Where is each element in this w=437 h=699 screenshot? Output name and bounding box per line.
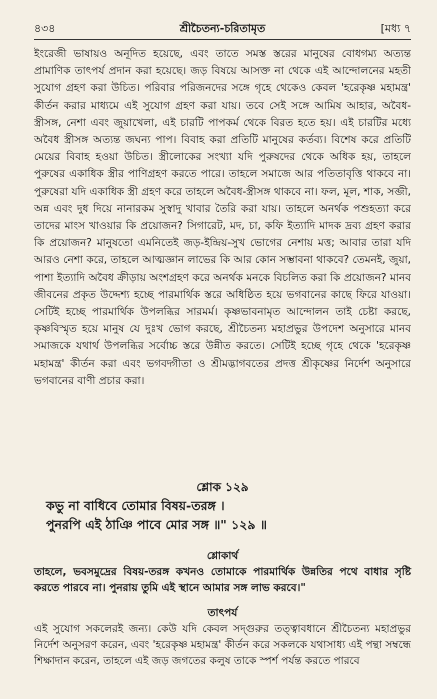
translation-heading: শ্লোকার্থ	[206, 550, 239, 562]
verse-line-1: কভু না বাধিবে তোমার বিষয়-তরঙ্গ ।	[46, 498, 225, 513]
continued-purport-text: ইংরেজী ভাষায়ও অনূদিত হয়েছে, এবং তাতে সমস্ত স্তরের মানুষের বোধগম্য অত্যন্ত প্রামাণিক তাৎপর্য প্রদান করা হয়েছে। জড় বিষয়ে আসক্ত না থেকে এই আন্দোলনের মহতী সুযোগ গ্রহণ করা উচিত। পরিবার পরিজনদের সঙ্গে গৃহে থেকেও কেবল 'হরেকৃষ্ণ মহামন্ত্র' কীর্তন করার মাধ্যমে এই সুযোগ গ্রহণ করা যায়। তবে সেই সঙ্গে আমিষ আহার, অবৈধ-স্ত্রীসঙ্গ, নেশা এবং জুয়াখেলা, এই চারটি পাপকর্ম থেকে বিরত হতে হয়। এই চারটির মধ্যে অবৈধ স্ত্রীসঙ্গ অত্যন্ত জঘন্য পাপ। বিবাহ করা প্রতিটি মানুষের কর্তব্য। বিশেষ করে প্রতিটি মেয়ের বিবাহ হওয়া উচিত। স্ত্রীলোকের সংখ্যা যদি পুরুষদের থেকে অধিক হয়, তাহলে পুরুষের একাধিক স্ত্রীর পাণিগ্রহণ করতে পারে। তাহলে সমাজে আর পতিতাবৃত্তি থাকবে না। পুরুষেরা যদি একাধিক স্ত্রী গ্রহণ করে তাহলে অবৈধ-স্ত্রীসঙ্গ থাকবে না। ফল, মূল, শাক, সব্জী, অন্ন এবং দুধ দিয়ে নানারকম সুস্বাদু খাবার তৈরি করা যায়। তাহলে অনর্থক পশুহত্যা করে তাদের মাংস খাওয়ার কি প্রয়োজন? সিগারেট, মদ, চা, কফি ইত্যাদি মাদক দ্রব্য গ্রহণ করার কি প্রয়োজন? মানুষতো এমনিতেই জড়-ইন্দ্রিয়-সুখ ভোগের নেশায় মত্ত; আবার তারা যদি আরও নেশা করে, তাহলে আত্মজ্ঞান লাভের কি আর কোন সম্ভাবনা থাকবে? তেমনই, জুয়া, পাশা ইত্যাদি অবৈধ ক্রীড়ায় অংশগ্রহণ করে অনর্থক মনকে বিচলিত করা কি প্রয়োজন? মানব জীবনের প্রকৃত উদ্দেশ্য হচ্ছে পারমার্থিক স্তরে অধিষ্ঠিত হয়ে ভগবানের কাছে ফিরে যাওয়া। সেটিই হচ্ছে পারমার্থিক উপলব্ধির সারমর্ম। কৃষ্ণভাবনামৃত আন্দোলন তাই চেষ্টা করছে, কৃষ্ণবিস্মৃত হয়ে মানুষ যে দুঃখ ভোগ করছে, শ্রীচৈতন্য মহাপ্রভুর উপদেশ অনুসারে মানব সমাজকে যথার্থ উপলব্ধির সর্বোচ্চ স্তরে উন্নীত করতে। সেটিই হচ্ছে গৃহে থেকে 'হরেকৃষ্ণ মহামন্ত্র' কীর্তন করা এবং ভগবদ্গীতা ও শ্রীমদ্ভাগবতের প্রদত্ত শ্রীকৃষ্ণের নির্দেশ অনুসারে ভগবানের বাণী প্রচার করা।	[34, 48, 411, 387]
purport-text: এই সুযোগ সকলেরই জন্য। কেউ যদি কেবল সদ্গুরুর তত্ত্বাবধানে শ্রীচৈতন্য মহাপ্রভুর নির্দেশ অনুসরণ করেন, এবং 'হরেকৃষ্ণ মহামন্ত্র' কীর্তন করে সকলকে যথাসাধ্য এই পন্থা সম্বন্ধে শিক্ষাদান করেন, তাহলে এই জড় জগতের কলুষ তাকে স্পর্শ পর্যন্ত করতে পারবে	[34, 623, 411, 668]
translation-block	[34, 548, 411, 596]
purport-heading: তাৎপর্য	[207, 607, 238, 619]
shloka-number: শ্লোক ১২৯	[196, 480, 249, 494]
section-label: [মধ্য ৭	[380, 22, 411, 35]
translation-text: তাহলে, ভবসমুদ্রের বিষয়-তরঙ্গ কখনও তোমাকে পারমার্থিক উন্নতির পথে বাধার সৃষ্টি করতে পারবে না। পুনরায় তুমি এই স্থানে আমার সঙ্গ লাভ করবে।"	[34, 566, 411, 594]
shloka-block	[34, 478, 411, 534]
continued-purport	[34, 46, 411, 473]
page-header	[34, 20, 411, 38]
page-number: ৪৩৪	[34, 22, 56, 35]
header-rule	[34, 39, 411, 40]
verse-line-2: পুনরপি এই ঠাঞি পাবে মোর সঙ্গ ॥" ১২৯ ॥	[46, 517, 267, 532]
running-title: শ্রীচৈতন্য-চরিতামৃত	[179, 22, 266, 35]
purport-block	[34, 605, 411, 691]
